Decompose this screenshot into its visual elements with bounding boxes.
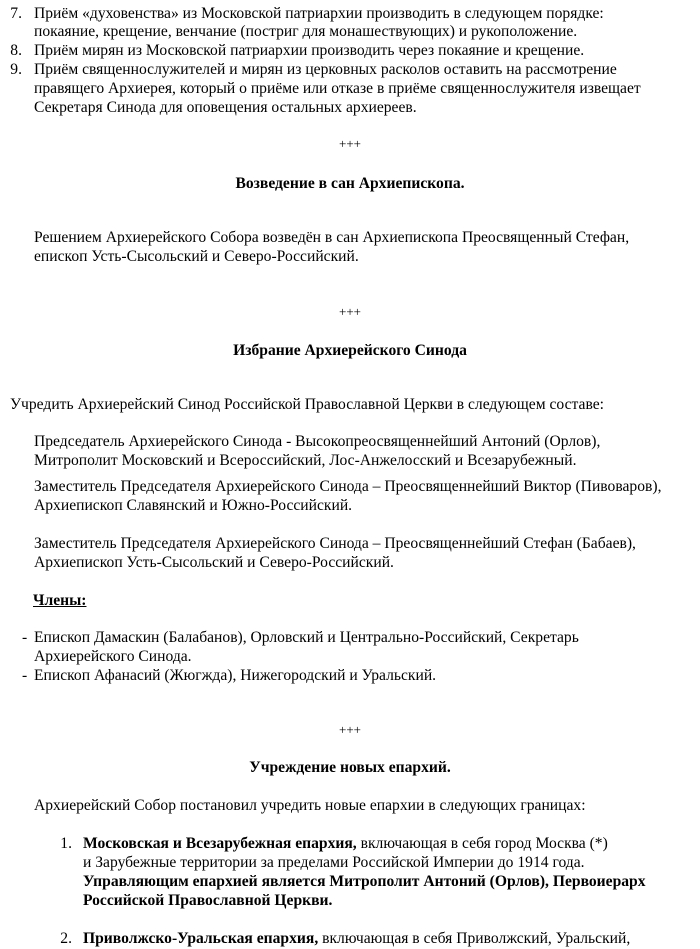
list-item-text bbox=[83, 834, 608, 853]
paragraph-line: Архиепископ Славянский и Южно-Российский. bbox=[34, 497, 353, 514]
section-title: Возведение в сан Архиепископа. bbox=[235, 175, 465, 192]
member-text: Епископ Дамаскин (Балабанов), Орловский и Центрально-Российский, Секретарь bbox=[34, 629, 579, 646]
paragraph-line: Учредить Архиерейский Синод Российской Православной Церкви в следующем составе: bbox=[10, 396, 604, 413]
list-number: 1. bbox=[60, 835, 72, 852]
list-number: 8. bbox=[10, 42, 22, 59]
list-item-text: правящего Архиерея, который о приёме или отказе в приёме священнослужителя извещает bbox=[34, 80, 641, 97]
list-number: 7. bbox=[10, 5, 22, 22]
paragraph-line: Председатель Архиерейского Синода - Высокопреосвященнейший Антоний (Орлов), bbox=[34, 433, 601, 450]
paragraph-line: Архиерейский Собор постановил учредить новые епархии в следующих границах: bbox=[34, 797, 586, 814]
section-separator: +++ bbox=[339, 136, 361, 151]
section-title: Учреждение новых епархий. bbox=[249, 759, 451, 776]
member-dash: - bbox=[22, 629, 28, 646]
section-separator: +++ bbox=[339, 722, 361, 737]
list-item-text: Приём мирян из Московской патриархии производить через покаяние и крещение. bbox=[34, 42, 585, 59]
section-title: Избрание Архиерейского Синода bbox=[233, 342, 467, 359]
list-item-text: Приём «духовенства» из Московской патриархии производить в следующем порядке: bbox=[34, 5, 604, 22]
list-item-text bbox=[83, 929, 630, 948]
paragraph-line: Заместитель Председателя Архиерейского Синода – Преосвященнейший Стефан (Бабаев), bbox=[34, 535, 636, 552]
section-separator: +++ bbox=[339, 304, 361, 319]
paragraph-line: Заместитель Председателя Архиерейского Синода – Преосвященнейший Виктор (Пивоваров), bbox=[34, 478, 662, 495]
member-dash: - bbox=[22, 667, 28, 684]
paragraph-line: Архиепископ Усть-Сысольский и Северо-Российский. bbox=[34, 554, 394, 571]
member-text: Епископ Афанасий (Жюгжда), Нижегородский и Уральский. bbox=[34, 667, 437, 684]
paragraph-line: епископ Усть-Сысольский и Северо-Российский. bbox=[34, 248, 359, 265]
paragraph-line: Решением Архиерейского Собора возведён в сан Архиепископа Преосвященный Стефан, bbox=[34, 229, 630, 246]
list-item-text: и Зарубежные территории за пределами Российской Империи до 1914 года. bbox=[83, 854, 585, 871]
list-item-text: Российской Православной Церкви. bbox=[83, 892, 333, 909]
eparchy-name: Московская и Всезарубежная епархия, bbox=[83, 835, 357, 852]
list-item-text: покаяние, крещение, венчание (постриг для монашествующих) и рукоположение. bbox=[34, 23, 578, 40]
eparchy-description: включающая в себя город Москва (*) bbox=[356, 835, 608, 852]
list-item-text: Управляющим епархией является Митрополит Антоний (Орлов), Первоиерарх bbox=[83, 873, 646, 890]
list-number: 2. bbox=[60, 930, 72, 947]
members-label: Члены: bbox=[33, 592, 87, 609]
eparchy-name: Приволжско-Уральская епархия, bbox=[83, 930, 319, 947]
eparchy-description: включающая в себя Приволжский, Уральский, bbox=[318, 930, 631, 947]
paragraph-line: Митрополит Московский и Всероссийский, Лос-Анжелосский и Всезарубежный. bbox=[34, 452, 577, 469]
list-number: 9. bbox=[10, 61, 22, 78]
member-text: Архиерейского Синода. bbox=[34, 648, 192, 665]
list-item-text: Секретаря Синода для оповещения остальных архиереев. bbox=[34, 99, 417, 116]
list-item-text: Приём священнослужителей и мирян из церковных расколов оставить на рассмотрение bbox=[34, 61, 617, 78]
